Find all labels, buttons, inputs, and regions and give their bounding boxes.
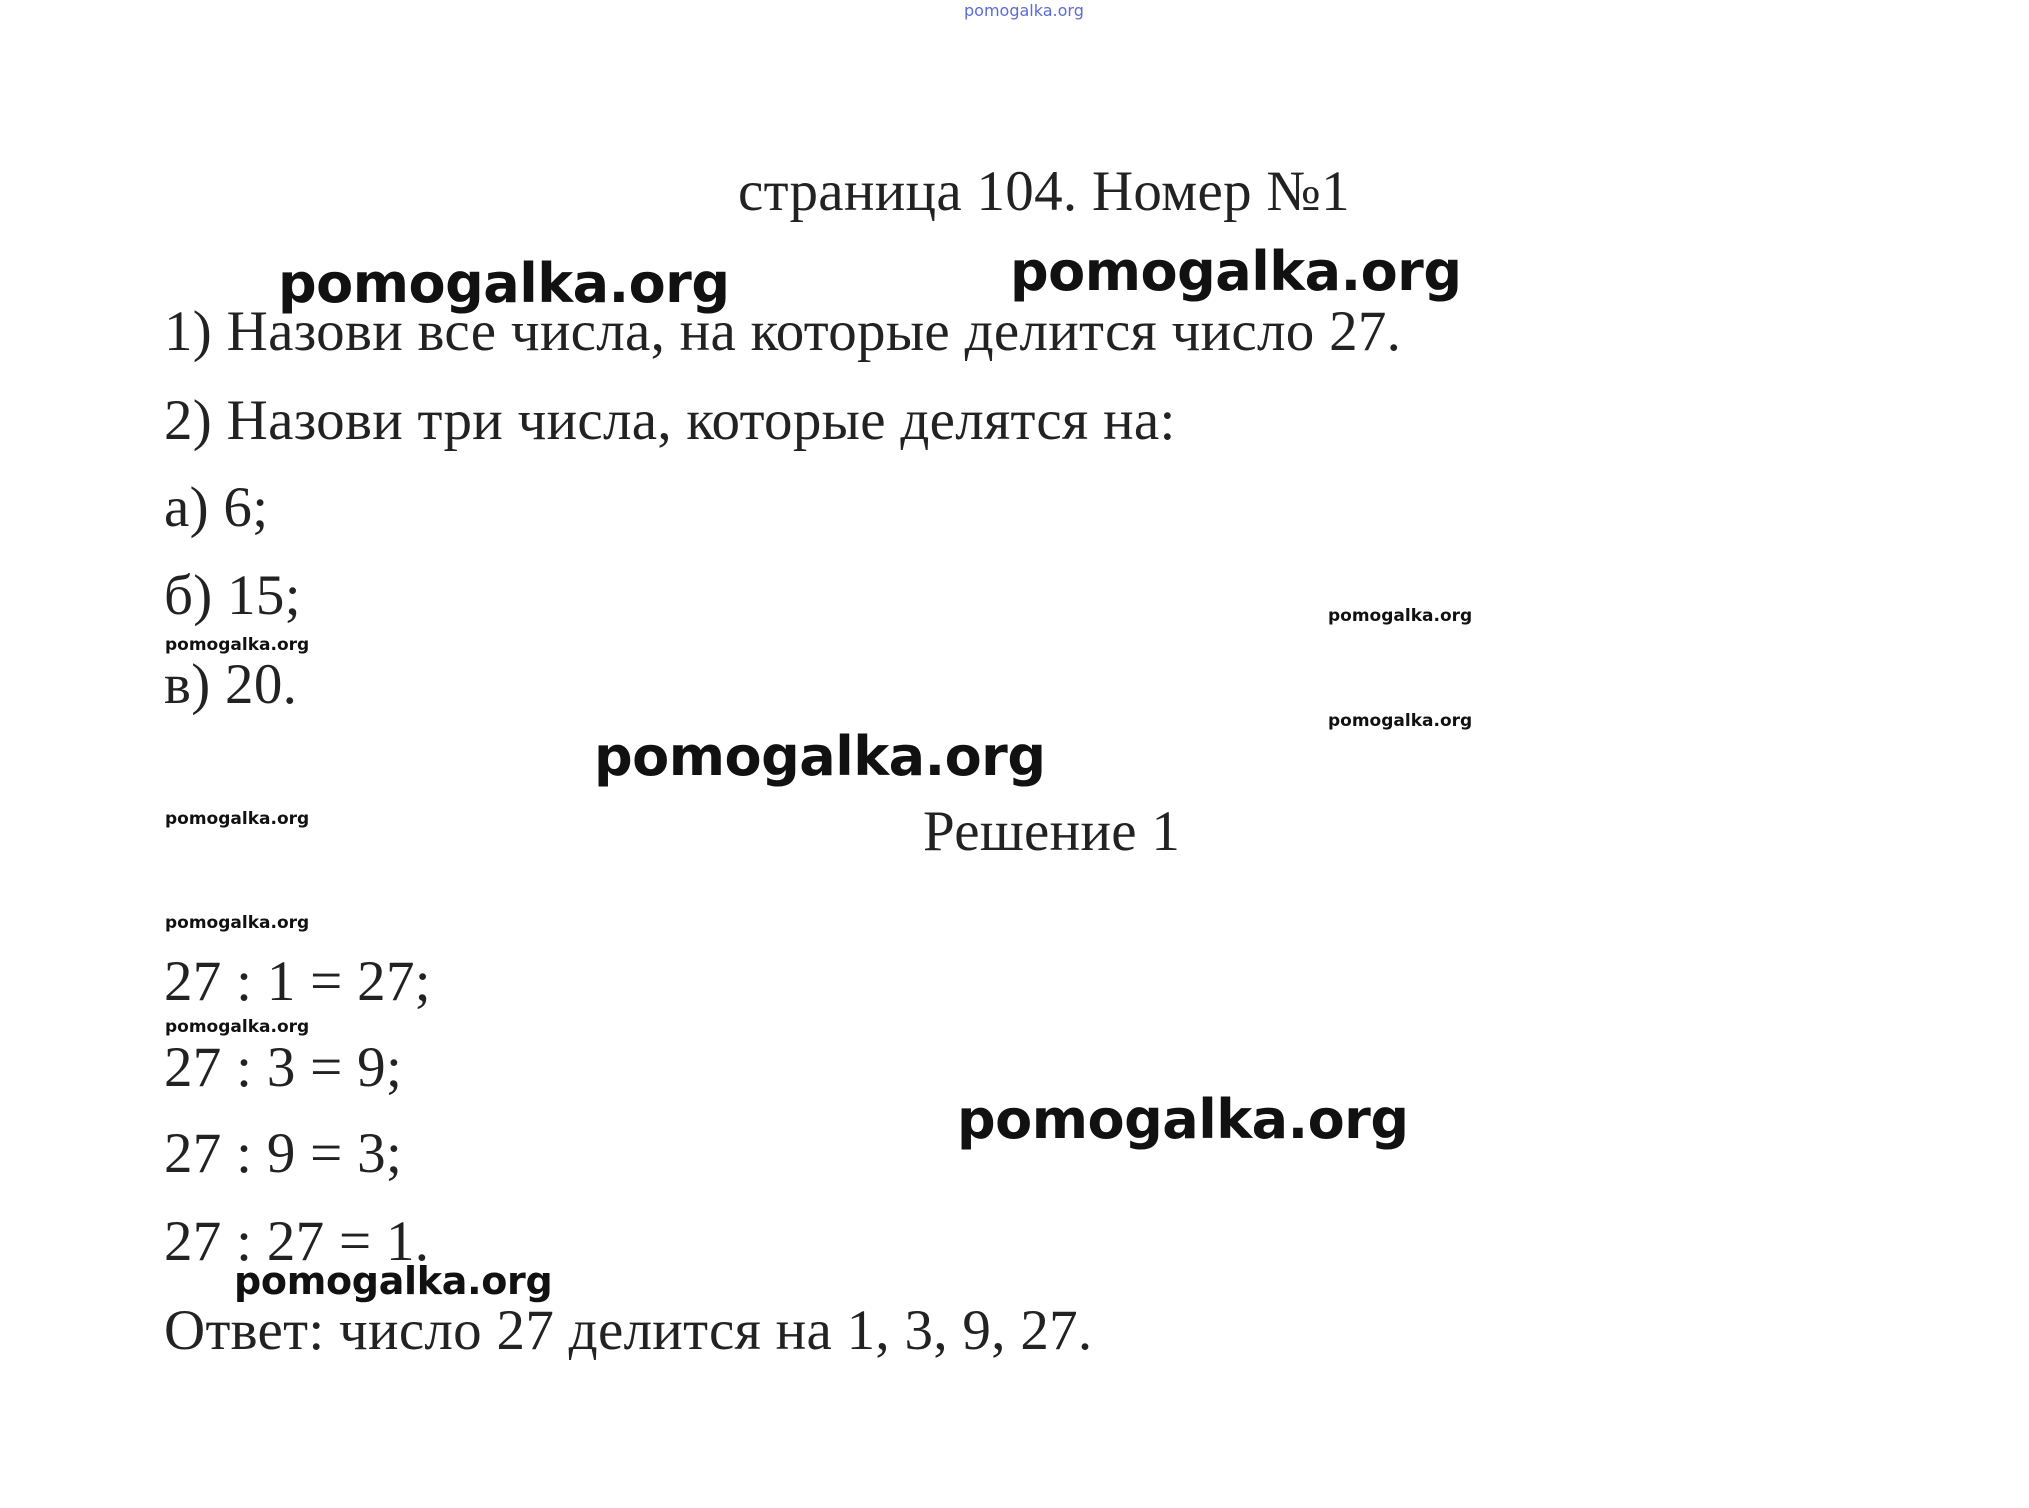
task-line-1: 1) Назови все числа, на которые делится число 27.	[164, 300, 1402, 363]
watermark: pomogalka.org	[1010, 240, 1462, 303]
answer-line: Ответ: число 27 делится на 1, 3, 9, 27.	[164, 1299, 1093, 1362]
watermark: pomogalka.org	[1328, 606, 1473, 626]
watermark: pomogalka.org	[165, 913, 310, 933]
site-mark-top: pomogalka.org	[964, 1, 1084, 20]
watermark: pomogalka.org	[234, 1259, 553, 1303]
watermark: pomogalka.org	[594, 725, 1046, 788]
watermark: pomogalka.org	[165, 809, 310, 829]
equation-line: 27 : 3 = 9;	[164, 1036, 403, 1099]
equation-line: 27 : 9 = 3;	[164, 1122, 403, 1185]
watermark: pomogalka.org	[165, 1017, 310, 1037]
watermark: pomogalka.org	[165, 635, 310, 655]
watermark: pomogalka.org	[957, 1088, 1409, 1151]
watermark: pomogalka.org	[278, 252, 730, 315]
page-title: страница 104. Номер №1	[738, 160, 1350, 223]
equation-line: 27 : 27 = 1.	[164, 1210, 430, 1273]
task-item-b: б) 15;	[164, 564, 301, 627]
equation-line: 27 : 1 = 27;	[164, 950, 431, 1013]
task-item-c: в) 20.	[164, 653, 298, 716]
watermark: pomogalka.org	[1328, 711, 1473, 731]
task-line-2: 2) Назови три числа, которые делятся на:	[164, 389, 1176, 452]
solution-heading: Решение 1	[923, 800, 1181, 863]
task-item-a: а) 6;	[164, 476, 269, 539]
